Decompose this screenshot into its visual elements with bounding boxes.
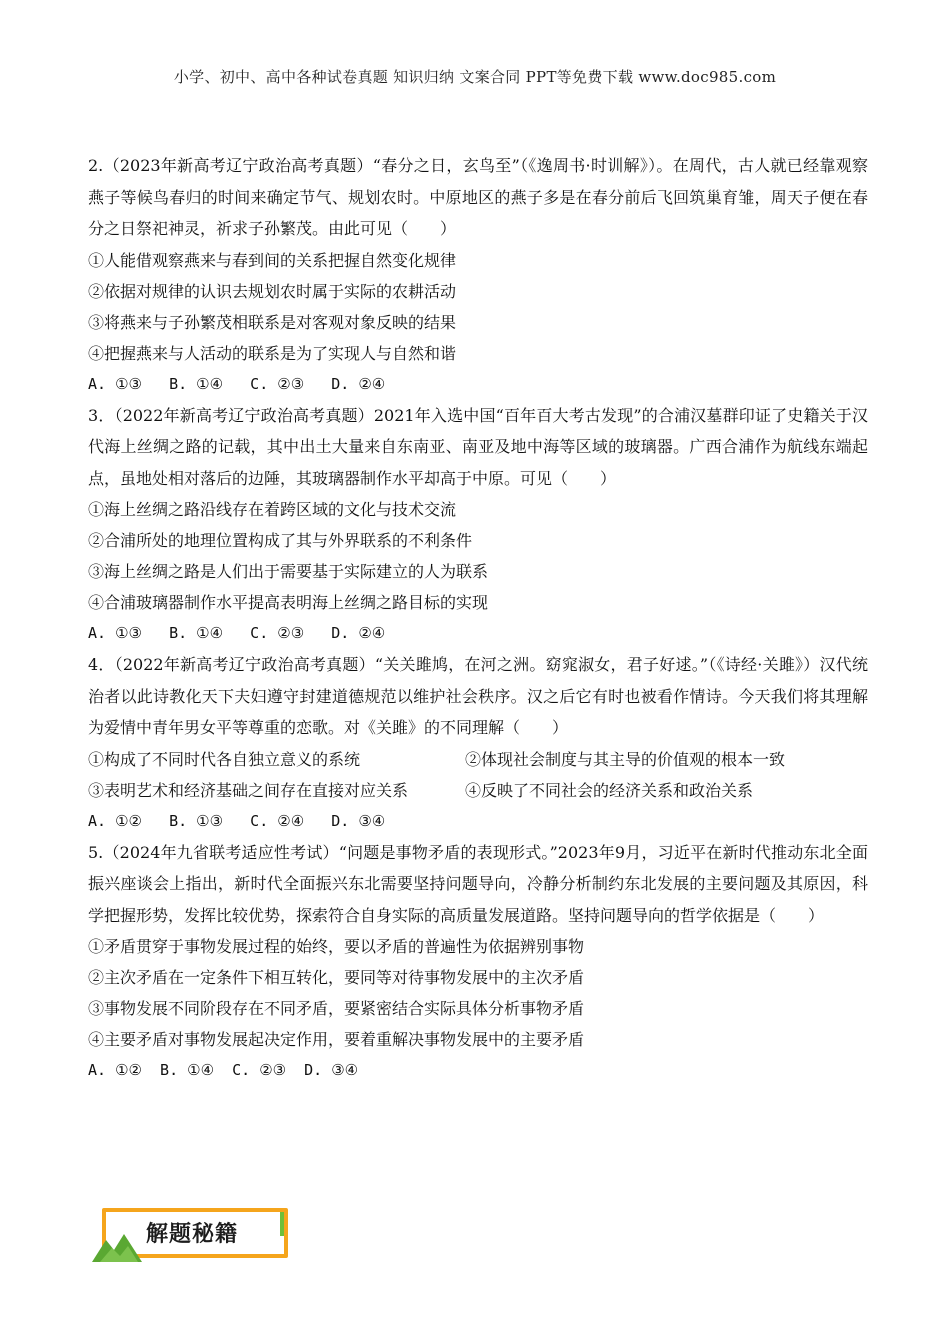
answer-choices: A. ①③ B. ①④ C. ②③ D. ②④ — [88, 374, 386, 393]
option-1: ①人能借观察燕来与春到间的关系把握自然变化规律 — [88, 250, 457, 270]
option-2: ②合浦所处的地理位置构成了其与外界联系的不利条件 — [88, 531, 473, 550]
option-3: ③海上丝绸之路是人们出于需要基于实际建立的人为联系 — [88, 562, 489, 581]
option-row — [88, 744, 868, 775]
badge-accent — [280, 1212, 284, 1236]
question-4 — [88, 649, 868, 837]
option-3: ③将燕来与子孙繁茂相联系是对客观对象反映的结果 — [88, 312, 457, 332]
solution-tips-badge — [92, 1204, 292, 1266]
question-stem: 5.（2024年九省联考适应性考试）“问题是事物矛盾的表现形式。”2023年9月，习近平在新时代推动东北全面振兴座谈会上指出，新时代全面振兴东北需要坚持问题导向，冷静分析制约东北发展的主要问题及其原因，科学把握形势，发挥比较优势，探索符合自身实际的高质量发展道路。坚持问题导向的哲学依据是（ ） — [88, 842, 868, 925]
option-1: ①构成了不同时代各自独立意义的系统 — [88, 749, 361, 769]
answer-choices: A. ①③ B. ①④ C. ②③ D. ②④ — [88, 624, 386, 642]
option-2: ②体现社会制度与其主导的价值观的根本一致 — [465, 749, 786, 769]
page-header: 小学、初中、高中各种试卷真题 知识归纳 文案合同 PPT等免费下载 www.doc985.com — [173, 68, 777, 86]
question-3 — [88, 400, 868, 650]
question-2 — [88, 150, 868, 400]
option-4: ④合浦玻璃器制作水平提高表明海上丝绸之路目标的实现 — [88, 593, 489, 612]
option-1: ①海上丝绸之路沿线存在着跨区域的文化与技术交流 — [88, 500, 457, 519]
option-3: ③表明艺术和经济基础之间存在直接对应关系 — [88, 780, 409, 800]
answer-choices: A. ①② B. ①④ C. ②③ D. ③④ — [88, 1061, 359, 1079]
option-4: ④主要矛盾对事物发展起决定作用，要着重解决事物发展中的主要矛盾 — [88, 1030, 585, 1049]
option-3: ③事物发展不同阶段存在不同矛盾，要紧密结合实际具体分析事物矛盾 — [88, 999, 585, 1018]
question-stem: 3．（2022年新高考辽宁政治高考真题）2021年入选中国“百年百大考古发现”的合浦汉墓群印证了史籍关于汉代海上丝绸之路的记载，其中出土大量来自东南亚、南亚及地中海等区域的玻璃器。广西合浦作为航线东端起点，虽地处相对落后的边陲，其玻璃器制作水平却高于中原。可见（ ） — [88, 405, 868, 488]
question-5 — [88, 837, 868, 1087]
question-stem: 4．（2022年新高考辽宁政治高考真题）“关关雎鸠，在河之洲。窈窕淑女，君子好逑。”（《诗经·关雎》）汉代统治者以此诗教化天下夫妇遵守封建道德规范以维护社会秩序。汉之后它有时也被看作情诗。今天我们将其理解为爱情中青年男女平等尊重的恋歌。对《关雎》的不同理解（ ） — [88, 655, 868, 737]
mountain-icon — [92, 1204, 152, 1266]
option-4: ④反映了不同社会的经济关系和政治关系 — [465, 780, 754, 800]
answer-choices: A. ①② B. ①③ C. ②④ D. ③④ — [88, 811, 386, 830]
option-2: ②主次矛盾在一定条件下相互转化，要同等对待事物发展中的主次矛盾 — [88, 968, 585, 987]
question-list — [88, 150, 868, 1086]
question-stem: 2.（2023年新高考辽宁政治高考真题）“春分之日，玄鸟至”（《逸周书·时训解》）。在周代，古人就已经靠观察燕子等候鸟春归的时间来确定节气、规划农时。中原地区的燕子多是在春分前后飞回筑巢育雏，周天子便在春分之日祭祀神灵，祈求子孙繁茂。由此可见（ ） — [88, 156, 868, 238]
option-4: ④把握燕来与人活动的联系是为了实现人与自然和谐 — [88, 343, 457, 363]
option-2: ②依据对规律的认识去规划农时属于实际的农耕活动 — [88, 281, 457, 301]
badge-title: 解题秘籍 — [146, 1222, 239, 1247]
option-row — [88, 775, 868, 806]
option-1: ①矛盾贯穿于事物发展过程的始终，要以矛盾的普遍性为依据辨别事物 — [88, 937, 585, 956]
